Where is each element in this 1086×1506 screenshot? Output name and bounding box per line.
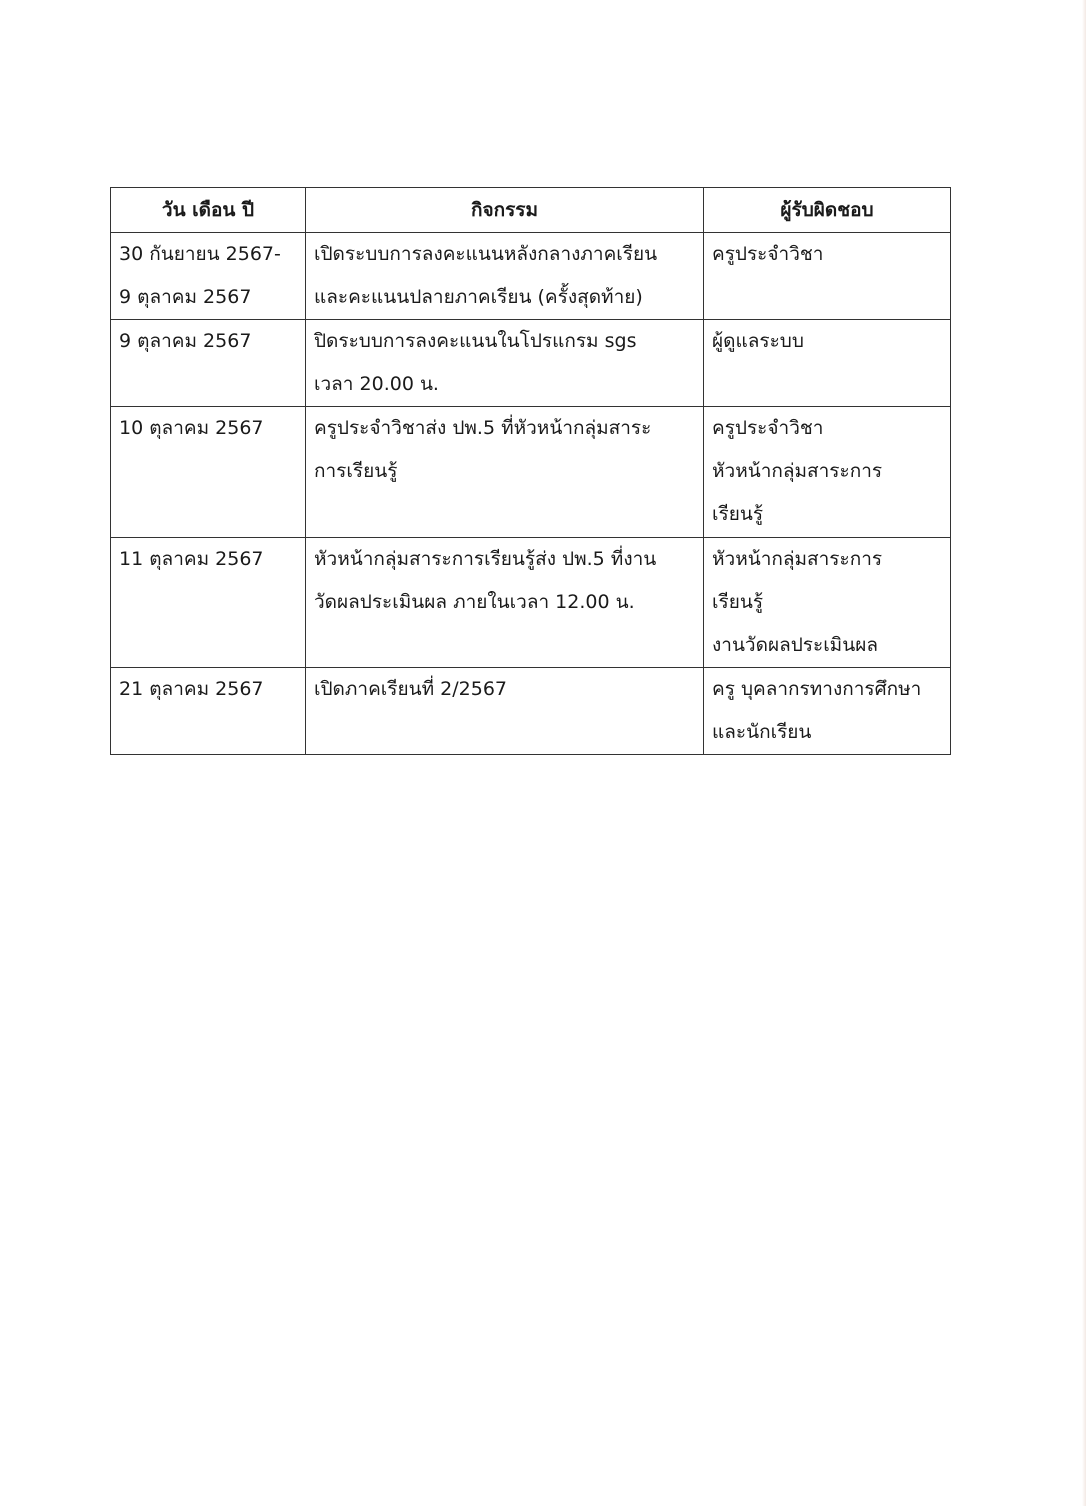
activity-cell xyxy=(306,407,704,538)
cell-line: เรียนรู้ xyxy=(712,503,764,525)
header-owner: ผู้รับผิดชอบ xyxy=(704,188,951,233)
owner-cell xyxy=(704,538,951,668)
cell-line: ครูประจำวิชาส่ง ปพ.5 ที่หัวหน้ากลุ่มสาระ xyxy=(314,417,652,439)
table-header-row xyxy=(111,188,951,233)
owner-cell xyxy=(704,233,951,320)
cell-line: การเรียนรู้ xyxy=(314,460,398,482)
date-cell xyxy=(111,320,306,407)
activity-cell xyxy=(306,233,704,320)
header-activity: กิจกรรม xyxy=(306,188,704,233)
cell-line: 11 ตุลาคม 2567 xyxy=(119,548,264,570)
header-date: วัน เดือน ปี xyxy=(111,188,306,233)
cell-line: 10 ตุลาคม 2567 xyxy=(119,417,264,439)
table-row xyxy=(111,668,951,755)
date-cell xyxy=(111,668,306,755)
date-cell xyxy=(111,233,306,320)
table-row xyxy=(111,233,951,320)
owner-cell xyxy=(704,668,951,755)
cell-line: ครูประจำวิชา xyxy=(712,417,824,439)
page-edge-shadow xyxy=(1082,0,1086,1506)
date-cell xyxy=(111,538,306,668)
owner-cell xyxy=(704,407,951,538)
cell-line: ผู้ดูแลระบบ xyxy=(712,330,804,352)
cell-line: หัวหน้ากลุ่มสาระการ xyxy=(712,548,883,570)
table-row xyxy=(111,320,951,407)
cell-line: ครูประจำวิชา xyxy=(712,243,824,265)
schedule-table xyxy=(110,187,951,755)
cell-line: เวลา 20.00 น. xyxy=(314,373,439,395)
cell-line: 21 ตุลาคม 2567 xyxy=(119,678,264,700)
cell-line: ปิดระบบการลงคะแนนในโปรแกรม sgs xyxy=(314,330,637,352)
table-row xyxy=(111,407,951,538)
cell-line: 9 ตุลาคม 2567 xyxy=(119,330,252,352)
activity-cell xyxy=(306,320,704,407)
cell-line: หัวหน้ากลุ่มสาระการเรียนรู้ส่ง ปพ.5 ที่งาน xyxy=(314,548,657,570)
date-cell xyxy=(111,407,306,538)
cell-line: เรียนรู้ xyxy=(712,591,764,613)
cell-line: 9 ตุลาคม 2567 xyxy=(119,286,252,308)
owner-cell xyxy=(704,320,951,407)
activity-cell xyxy=(306,538,704,668)
table-row xyxy=(111,538,951,668)
cell-line: งานวัดผลประเมินผล xyxy=(712,634,878,656)
cell-line: ครู บุคลากรทางการศึกษา xyxy=(712,678,922,700)
activity-cell xyxy=(306,668,704,755)
cell-line: หัวหน้ากลุ่มสาระการ xyxy=(712,460,883,482)
cell-line: เปิดระบบการลงคะแนนหลังกลางภาคเรียน xyxy=(314,243,658,265)
cell-line: และนักเรียน xyxy=(712,721,812,743)
cell-line: เปิดภาคเรียนที่ 2/2567 xyxy=(314,678,508,700)
cell-line: 30 กันยายน 2567- xyxy=(119,243,281,265)
cell-line: วัดผลประเมินผล ภายในเวลา 12.00 น. xyxy=(314,591,635,613)
cell-line: และคะแนนปลายภาคเรียน (ครั้งสุดท้าย) xyxy=(314,286,643,308)
